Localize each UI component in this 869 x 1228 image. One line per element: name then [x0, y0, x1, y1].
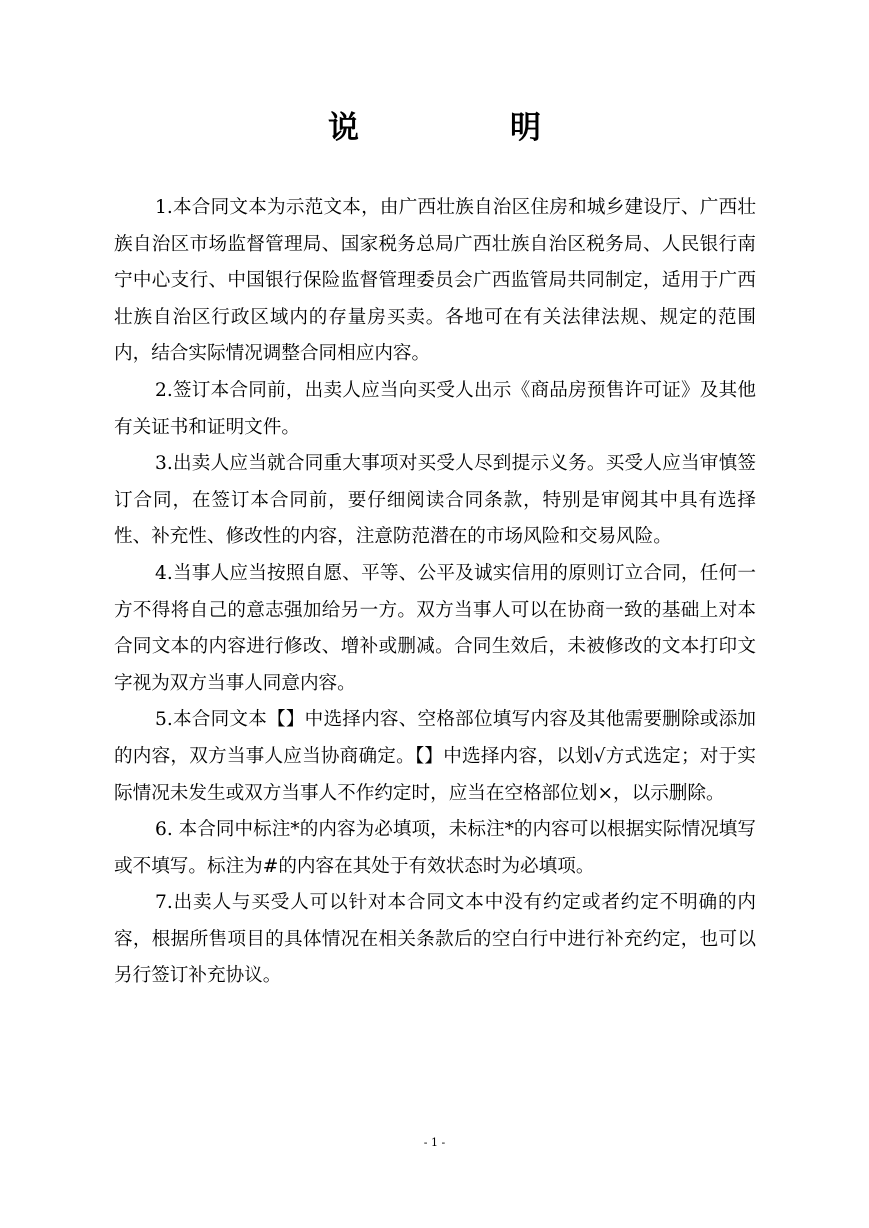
paragraph-2: 2.签订本合同前，出卖人应当向买受人出示《商品房预售许可证》及其他有关证书和证明文件。 — [114, 379, 756, 438]
paragraph-6: 6. 本合同中标注*的内容为必填项，未标注*的内容可以根据实际情况填写或不填写。标注为#的内容在其处于有效状态时为必填项。 — [114, 819, 756, 877]
paragraph-3: 3.出卖人应当就合同重大事项对买受人尽到提示义务。买受人应当审慎签订合同，在签订本合同前，要仔细阅读合同条款，特别是审阅其中具有选择性、补充性、修改性的内容，注意防范潜在的市场风险和交易风险。 — [114, 453, 756, 548]
paragraph-5: 5.本合同文本【】中选择内容、空格部位填写内容及其他需要删除或添加的内容，双方当事人应当协商确定。【】中选择内容，以划√方式选定；对于实际情况未发生或双方当事人不作约定时，应当在空格部位划×，以示删除。 — [114, 709, 756, 804]
page-number: - 1 - — [423, 1136, 446, 1149]
page-title: 说 明 — [328, 110, 601, 146]
paragraph-1: 1.本合同文本为示范文本，由广西壮族自治区住房和城乡建设厅、广西壮族自治区市场监督管理局、国家税务总局广西壮族自治区税务局、人民银行南宁中心支行、中国银行保险监督管理委员会广西监管局共同制定，适用于广西壮族自治区行政区域内的存量房买卖。各地可在有关法律法规、规定的范围内，结合实际情况调整合同相应内容。 — [114, 197, 756, 365]
paragraph-4: 4.当事人应当按照自愿、平等、公平及诚实信用的原则订立合同，任何一方不得将自己的意志强加给另一方。双方当事人可以在协商一致的基础上对本合同文本的内容进行修改、增补或删减。合同生效后，未被修改的文本打印文字视为双方当事人同意内容。 — [114, 562, 756, 694]
document-body — [114, 190, 756, 995]
paragraph-7: 7.出卖人与买受人可以针对本合同文本中没有约定或者约定不明确的内容，根据所售项目的具体情况在相关条款后的空白行中进行补充约定，也可以另行签订补充协议。 — [114, 892, 756, 987]
